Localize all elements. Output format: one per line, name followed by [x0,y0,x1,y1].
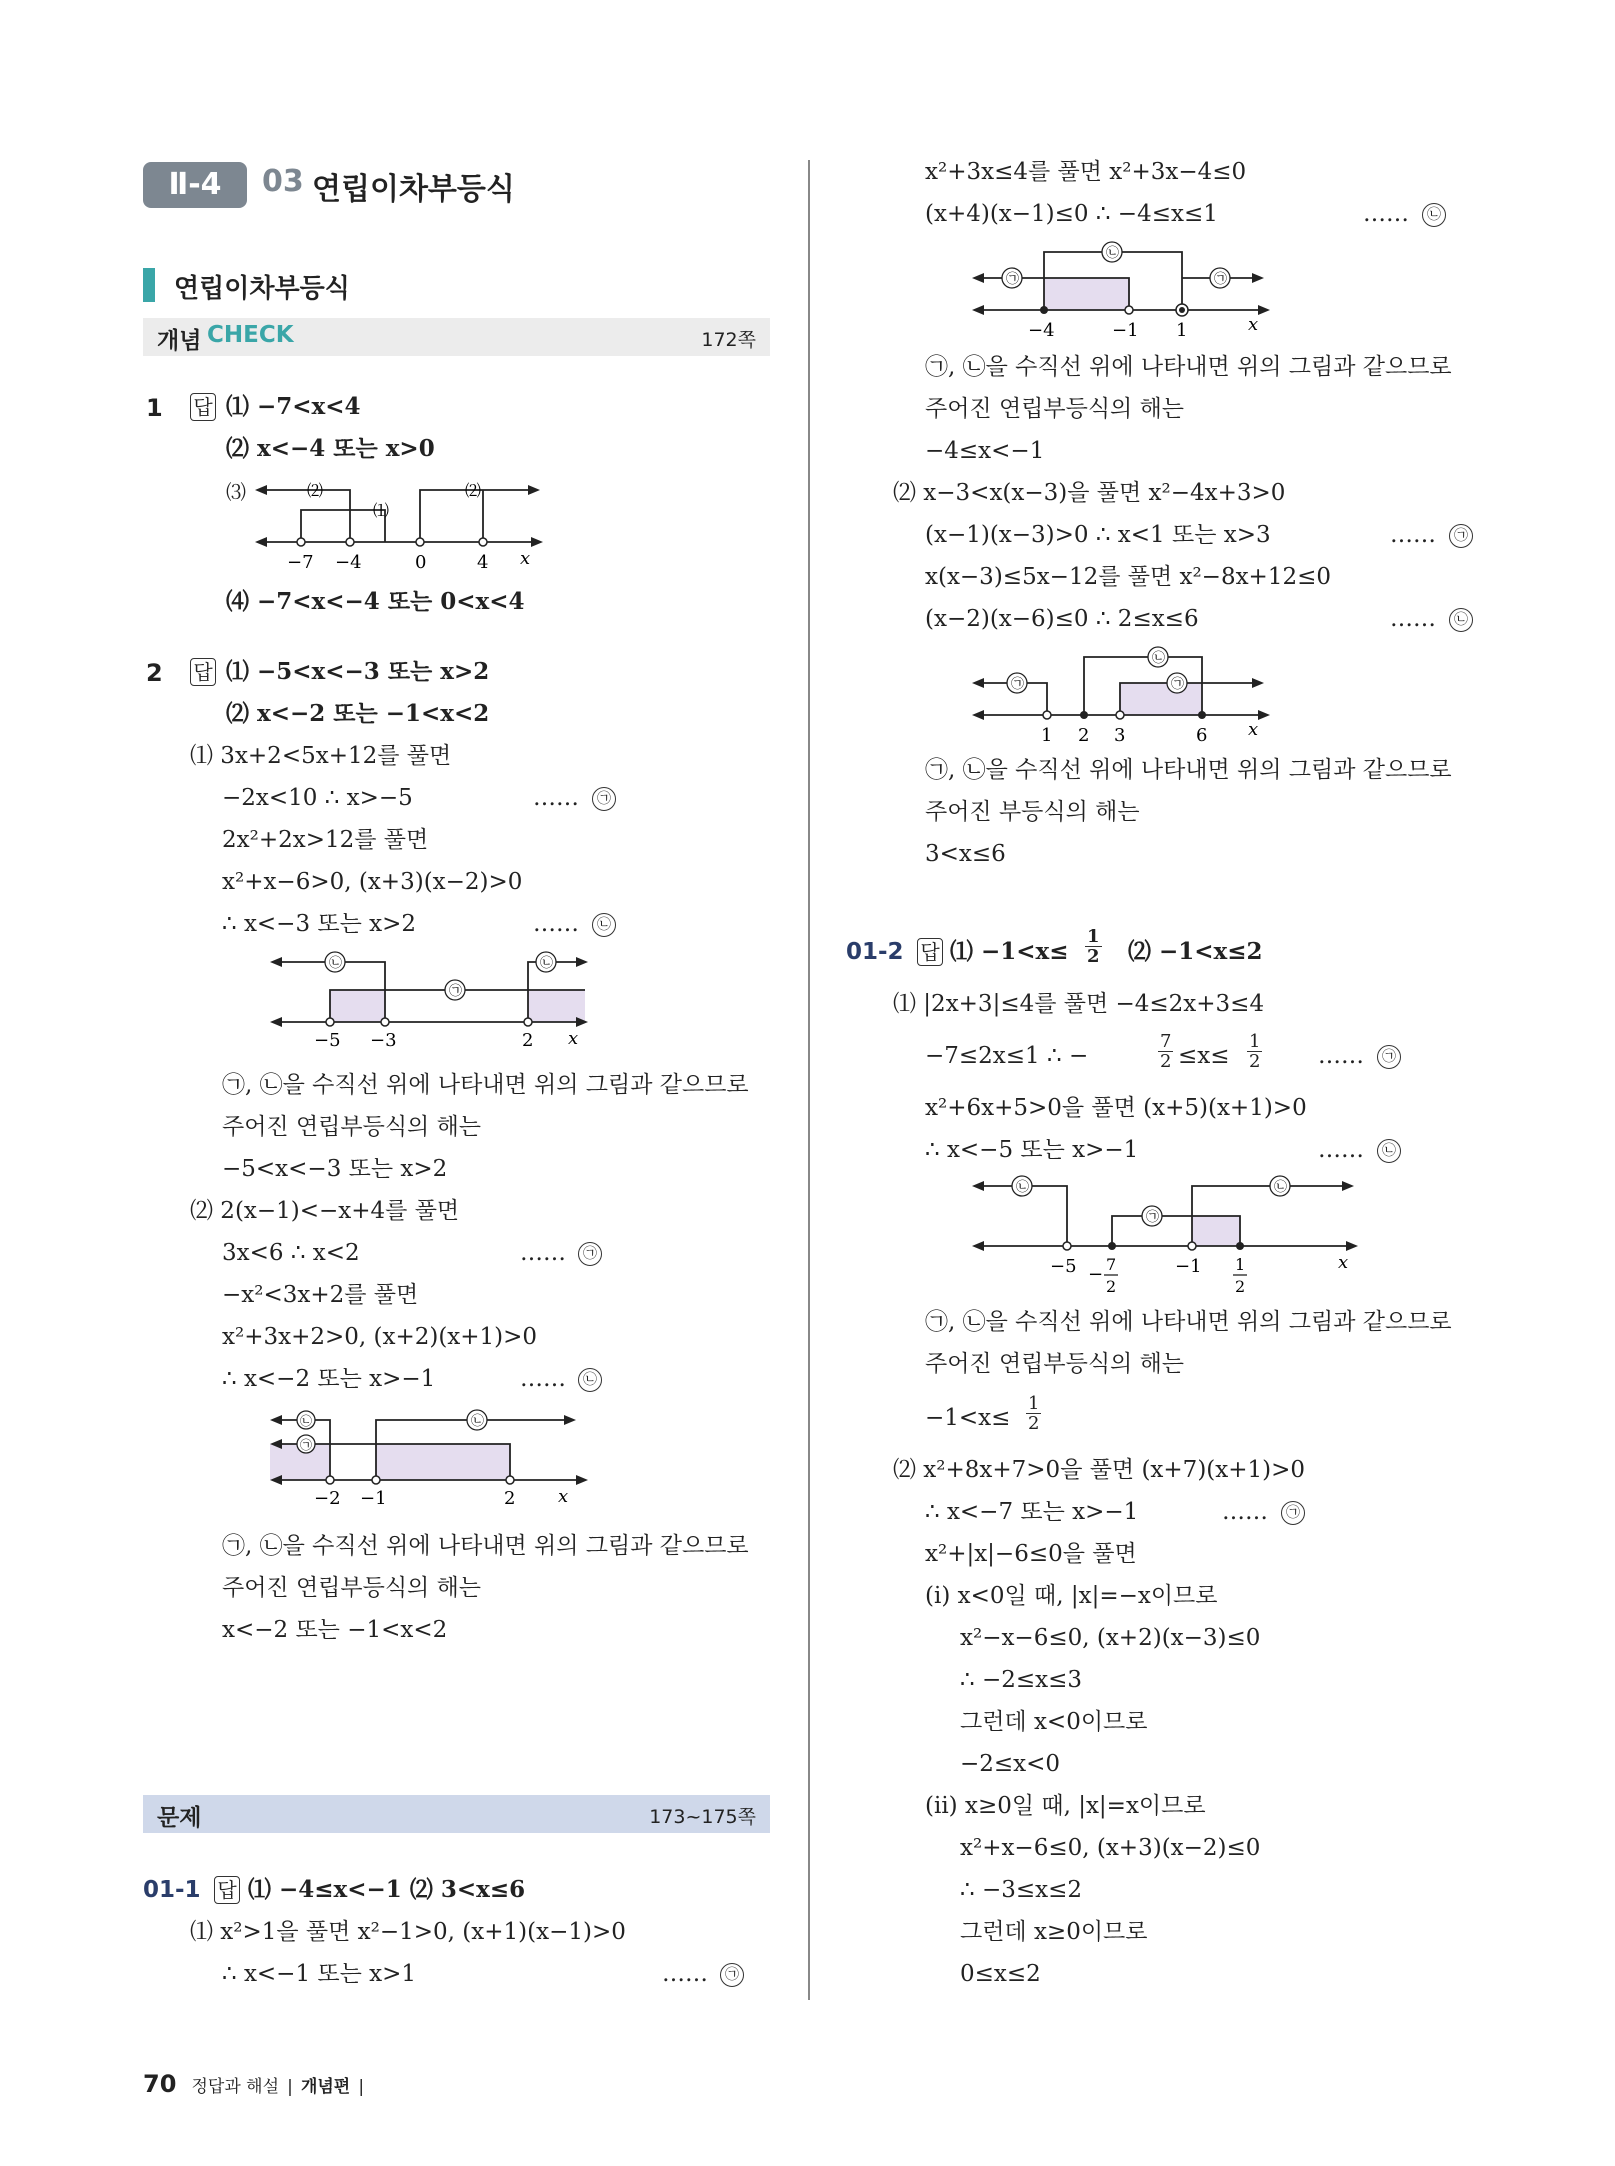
footer-sep: | [287,2077,293,2097]
circle-b-mark: ㉡ [578,1368,602,1392]
d5-tick: 3 [1114,725,1126,745]
check-label-a: 개념 [157,328,202,354]
q2-answer-1: ⑴ −5<x<−3 또는 x>2 [226,658,490,685]
sol-line: 주어진 연립부등식의 해는 [925,396,1185,422]
dots: …… [520,1240,566,1266]
circle-a-mark: ㉠ [592,787,616,811]
d6-tick-frac-den: 2 [1235,1277,1246,1296]
sol-line: 3<x≤6 [925,841,1006,867]
sol-line: x<−2 또는 −1<x<2 [222,1617,448,1643]
q1-answer-3: ⑶ [226,480,246,504]
fraction-7-2: $\frac{7}{2}$ [1160,1031,1172,1072]
d6-tick-frac-sign: − [1088,1264,1104,1285]
sol-line: ∴ x<−7 또는 x>−1 [925,1499,1139,1525]
section-number: 03 [262,164,304,199]
sol-line: ⑵ 2(x−1)<−x+4를 풀면 [190,1198,460,1224]
book-name: 정답과 해설 [191,2077,280,2097]
numberline-q2-2 [270,1408,590,1508]
d5-circ-a: ㉠ [1171,677,1185,692]
dots: …… [533,785,579,811]
q1-answer-2: ⑵ x<−4 또는 x>0 [226,435,435,462]
problem-page: 173~175쪽 [649,1806,756,1828]
q1-answer-4: ⑷ −7<x<−4 또는 0<x<4 [226,588,525,615]
d6-circ-a: ㉠ [1146,1210,1160,1225]
dots: …… [1318,1043,1364,1069]
sol-line: ⑴ 3x+2<5x+12를 풀면 [190,743,452,769]
sol-line: ㉠, ㉡을 수직선 위에 나타내면 위의 그림과 같으므로 [925,1309,1452,1335]
d5-tick: 6 [1196,725,1208,745]
fraction-half: $\frac{1}{2}$ [1249,1031,1261,1072]
d5-tick: 2 [1078,725,1090,745]
circle-b-mark: ㉡ [1449,608,1473,632]
d6-tick-frac-num: 1 [1235,1255,1246,1274]
footer-sep: | [358,2077,365,2097]
d4-x: x [1248,314,1259,335]
footer [143,2070,364,2098]
d3-tick: −1 [360,1488,387,1508]
d3-circ-b: ㉡ [300,1414,313,1428]
sol-line: ⑵ x−3<x(x−3)을 풀면 x²−4x+3>0 [893,480,1286,506]
sol-line: −2≤x<0 [960,1751,1061,1777]
sol-line: 3x<6 ∴ x<2 [222,1240,360,1266]
check-label-b: CHECK [207,322,294,348]
sol-line: 2x²+2x>12를 풀면 [222,827,429,853]
check-bar [143,318,770,356]
problem-01-1-number: 01-1 [143,1877,201,1903]
page-number: 70 [143,2070,177,2098]
d1-label-2b: ⑵ [465,481,482,500]
sol-line: (ⅱ) x≥0일 때, |x|=x이므로 [925,1793,1206,1819]
answer-mark: 답 [917,938,943,966]
d3-x: x [558,1486,569,1507]
problem-01-1-answer: ⑴ −4≤x<−1 ⑵ 3<x≤6 [248,1876,526,1903]
sol-line: −1<x≤ [925,1405,1011,1431]
sol-line: 그런데 x≥0이므로 [960,1919,1148,1945]
sol-line: −x²<3x+2를 풀면 [222,1282,419,1308]
sol-line: ≤x≤ [1178,1043,1230,1069]
d1-label-1: ⑴ [373,501,390,520]
d5-circ-b: ㉡ [1152,651,1166,666]
answer-mark: 답 [190,393,216,421]
sol-line: ㉠, ㉡을 수직선 위에 나타내면 위의 그림과 같으므로 [925,354,1452,380]
sol-line: ⑴ x²>1을 풀면 x²−1>0, (x+1)(x−1)>0 [190,1919,626,1945]
fraction-half: $\frac{1}{2}$ [1028,1393,1040,1434]
d2-x: x [568,1028,579,1049]
d5-circ-a: ㉠ [1011,677,1025,692]
sol-line: ⑵ x²+8x+7>0을 풀면 (x+7)(x+1)>0 [893,1457,1306,1483]
d2-circ-b: ㉡ [329,956,343,971]
q1-answer-1: ⑴ −7<x<4 [226,393,361,420]
circle-a-mark: ㉠ [720,1963,744,1987]
answer-mark: 답 [190,658,216,686]
dots: …… [520,1366,566,1392]
problem-01-2-answer-2: ⑵ −1<x≤2 [1128,938,1263,965]
d1-x: x [520,548,531,569]
fraction-half: $\frac{1}{2}$ [1087,926,1100,967]
circle-a-mark: ㉠ [1377,1045,1401,1069]
d6-tick-frac-num: 7 [1106,1255,1117,1274]
dots: …… [662,1961,708,1987]
d4-tick: −4 [1028,320,1055,341]
check-page: 172쪽 [701,329,756,351]
d2-tick: −5 [314,1030,341,1050]
problem-01-2-number: 01-2 [846,939,904,965]
sol-line: −4≤x<−1 [925,438,1045,464]
sol-line: (x+4)(x−1)≤0 ∴ −4≤x≤1 [925,201,1218,227]
d2-tick: 2 [522,1030,534,1050]
sol-line: (x−2)(x−6)≤0 ∴ 2≤x≤6 [925,606,1199,632]
d1-tick: −4 [335,552,362,573]
sol-line: −2x<10 ∴ x>−5 [222,785,413,811]
dots: …… [533,911,579,937]
sol-line: ㉠, ㉡을 수직선 위에 나타내면 위의 그림과 같으므로 [222,1533,749,1559]
dots: …… [1363,201,1409,227]
q2-number: 2 [146,659,163,687]
d1-tick: 4 [477,552,489,573]
sol-line: ∴ x<−5 또는 x>−1 [925,1137,1139,1163]
numberline-01-1 [972,240,1272,345]
sol-line: x²+x−6≤0, (x+3)(x−2)≤0 [960,1835,1261,1861]
circle-b-mark: ㉡ [592,913,616,937]
d4-tick: 1 [1176,320,1188,341]
d2-circ-b: ㉡ [540,956,554,971]
book-part: 개념편 [300,2077,351,2097]
sol-line: x²+x−6>0, (x+3)(x−2)>0 [222,869,523,895]
sol-line: x²+3x+2>0, (x+2)(x+1)>0 [222,1324,538,1350]
dots: …… [1390,606,1436,632]
numberline-01-1-2 [972,645,1272,745]
dots: …… [1222,1499,1268,1525]
d6-tick: −1 [1175,1256,1202,1277]
d6-tick-frac-den: 2 [1106,1277,1117,1296]
sol-line: 주어진 연립부등식의 해는 [222,1575,482,1601]
numberline-01-2 [972,1174,1362,1304]
d4-circ-a: ㉠ [1006,272,1020,287]
circle-a-mark: ㉠ [1281,1501,1305,1525]
sol-line: (ⅰ) x<0일 때, |x|=−x이므로 [925,1583,1218,1609]
d1-tick: 0 [415,552,427,573]
sol-line: x²+6x+5>0을 풀면 (x+5)(x+1)>0 [925,1095,1307,1121]
unit-badge: Ⅱ-4 [143,162,247,208]
d3-circ-a: ㉠ [300,1438,313,1452]
q2-answer-2: ⑵ x<−2 또는 −1<x<2 [226,700,490,727]
d6-tick: −5 [1050,1256,1077,1277]
d2-circ-a: ㉠ [449,984,463,999]
d1-label-2a: ⑵ [307,481,324,500]
sol-line: ∴ −3≤x≤2 [960,1877,1082,1903]
sol-line: x²+3x≤4를 풀면 x²+3x−4≤0 [925,159,1247,185]
d4-circ-a: ㉠ [1214,272,1228,287]
dots: …… [1318,1137,1364,1163]
problem-bar [143,1795,770,1833]
sol-line: 주어진 연립부등식의 해는 [222,1114,482,1140]
sol-line: (x−1)(x−3)>0 ∴ x<1 또는 x>3 [925,522,1271,548]
d6-circ-b: ㉡ [1274,1180,1288,1195]
sol-line: ㉠, ㉡을 수직선 위에 나타내면 위의 그림과 같으므로 [222,1072,749,1098]
d3-tick: −2 [314,1488,341,1508]
d5-tick: 1 [1041,725,1053,745]
dots: …… [1390,522,1436,548]
d3-tick: 2 [504,1488,516,1508]
sol-line: ∴ x<−1 또는 x>1 [222,1961,417,1987]
circle-b-mark: ㉡ [1377,1139,1401,1163]
sol-line: x²−x−6≤0, (x+2)(x−3)≤0 [960,1625,1261,1651]
sol-line: ∴ −2≤x≤3 [960,1667,1082,1693]
numberline-q1 [255,478,545,578]
subsection-title: 연립이차부등식 [174,274,350,304]
section-title: 연립이차부등식 [312,172,515,207]
d4-circ-b: ㉡ [1106,246,1120,261]
d6-circ-b: ㉡ [1016,1180,1030,1195]
sol-line: x(x−3)≤5x−12를 풀면 x²−8x+12≤0 [925,564,1331,590]
sol-line: ⑴ |2x+3|≤4를 풀면 −4≤2x+3≤4 [893,991,1265,1017]
d3-circ-b: ㉡ [471,1414,485,1429]
sol-line: 0≤x≤2 [960,1961,1041,1987]
d2-tick: −3 [370,1030,397,1050]
sol-line: ∴ x<−3 또는 x>2 [222,911,417,937]
sol-line: 주어진 연립부등식의 해는 [925,1351,1185,1377]
d4-tick: −1 [1112,320,1139,341]
d5-x: x [1248,719,1259,740]
circle-a-mark: ㉠ [1449,524,1473,548]
numberline-q2-1 [270,950,590,1050]
answer-mark: 답 [214,1876,240,1904]
column-divider [808,160,810,2000]
subsection-mark [143,268,155,302]
circle-a-mark: ㉠ [578,1242,602,1266]
sol-line: −5<x<−3 또는 x>2 [222,1156,448,1182]
circle-b-mark: ㉡ [1422,203,1446,227]
sol-line: −7≤2x≤1 ∴ − [925,1043,1089,1069]
sol-line: x²+|x|−6≤0을 풀면 [925,1541,1137,1567]
problem-label: 문제 [157,1805,202,1831]
d1-tick: −7 [287,552,314,573]
d6-x: x [1338,1252,1349,1273]
sol-line: ∴ x<−2 또는 x>−1 [222,1366,436,1392]
q1-number: 1 [146,394,163,422]
sol-line: 그런데 x<0이므로 [960,1709,1148,1735]
problem-01-2-answer-1: ⑴ −1<x≤ [950,938,1069,965]
sol-line: 주어진 부등식의 해는 [925,799,1140,825]
sol-line: ㉠, ㉡을 수직선 위에 나타내면 위의 그림과 같으므로 [925,757,1452,783]
